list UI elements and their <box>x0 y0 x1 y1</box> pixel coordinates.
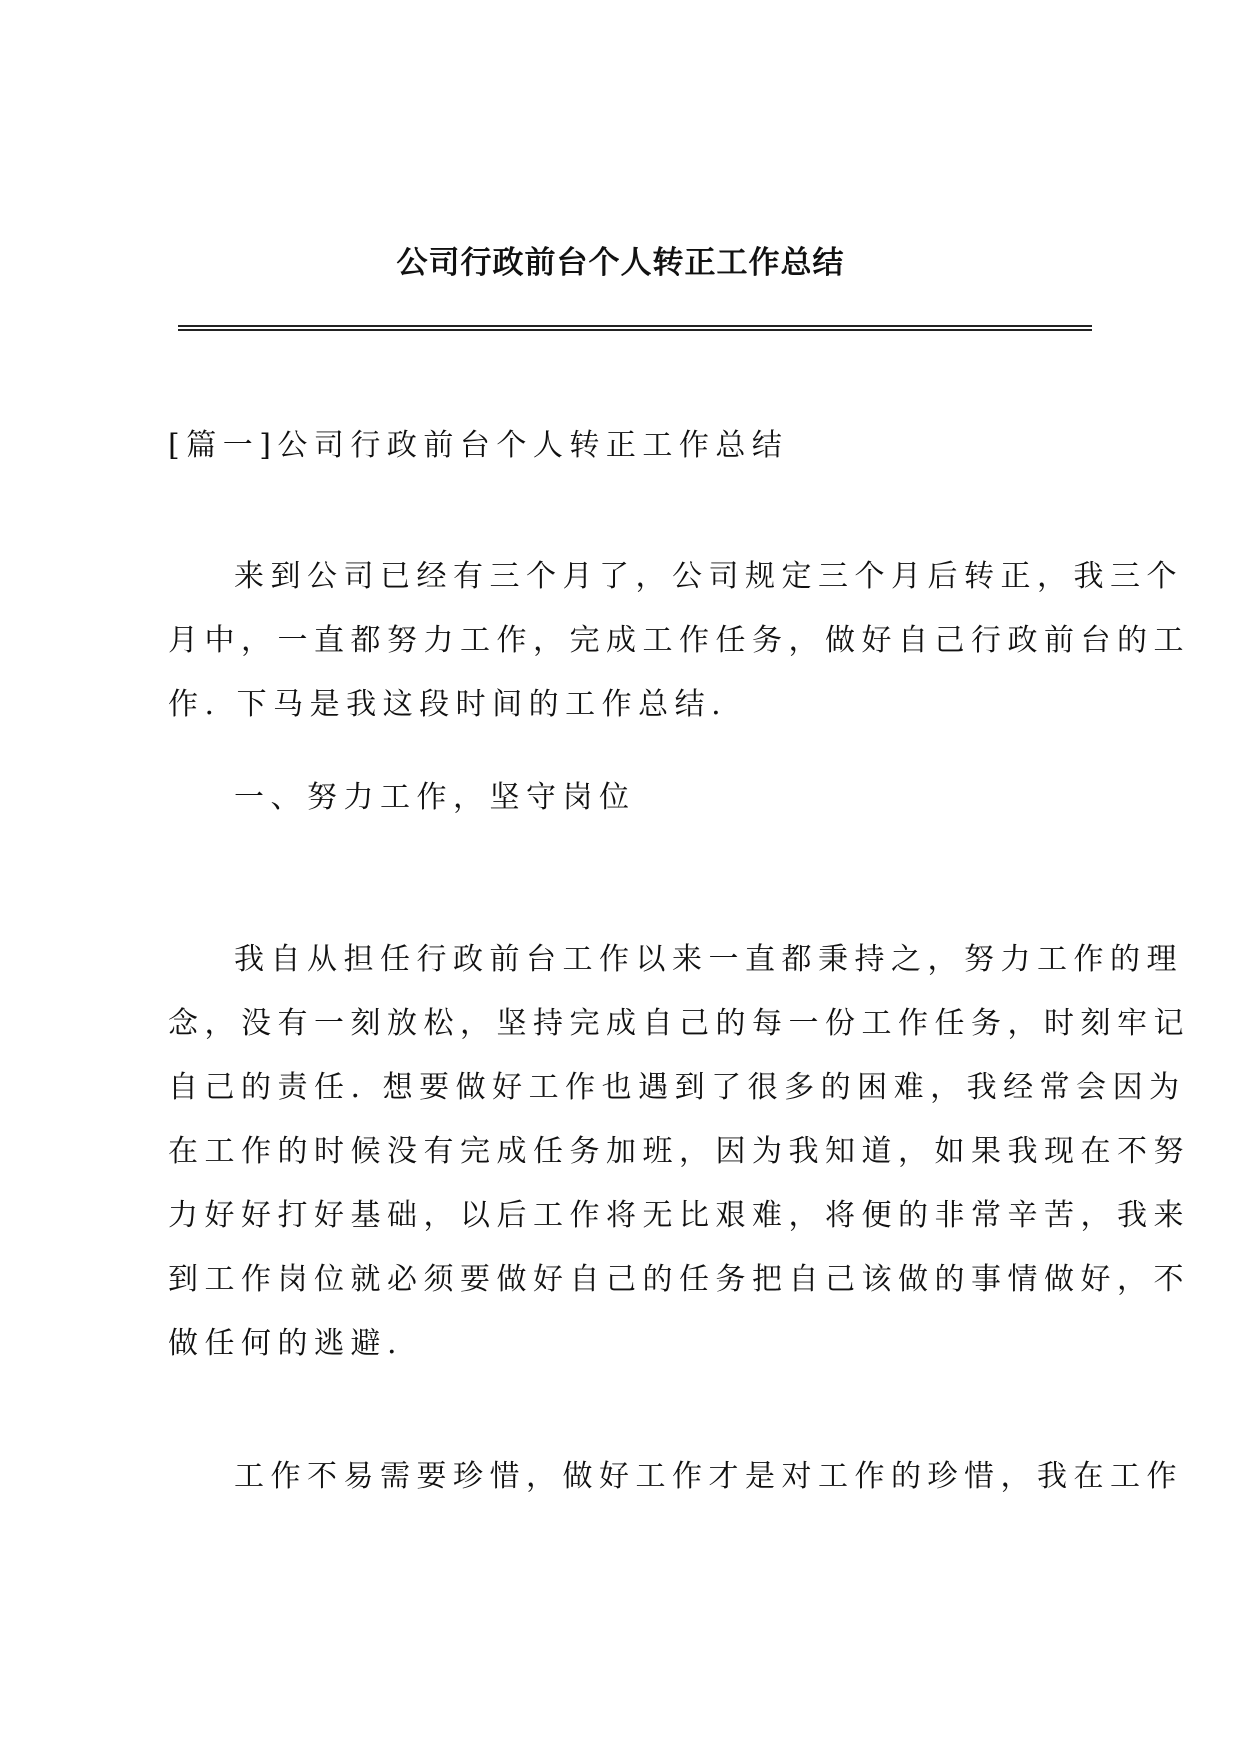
paragraph-line: 到工作岗位就必须要做好自己的任务把自己该做的事情做好，不 <box>168 1262 1190 1297</box>
paragraph-line: 自己的责任. 想要做好工作也遇到了很多的困难，我经常会因为 <box>168 1070 1186 1105</box>
paragraph-line: 力好好打好基础，以后工作将无比艰难，将便的非常辛苦，我来 <box>168 1198 1190 1233</box>
paragraph-line: 在工作的时候没有完成任务加班，因为我知道，如果我现在不努 <box>168 1134 1190 1169</box>
subheading-block <box>168 766 1098 830</box>
paragraph-2 <box>168 1445 1183 1509</box>
paragraph-line: 来到公司已经有三个月了，公司规定三个月后转正，我三个 <box>234 559 1183 594</box>
intro-paragraph <box>168 545 1190 737</box>
page-title: 公司行政前台个人转正工作总结 <box>396 245 845 281</box>
paragraph-line: 工作不易需要珍惜，做好工作才是对工作的珍惜，我在工作 <box>234 1459 1183 1494</box>
title-double-rule <box>178 325 1092 331</box>
subheading: 一、努力工作，坚守岗位 <box>234 780 636 815</box>
paragraph-line: 我自从担任行政前台工作以来一直都秉持之，努力工作的理 <box>234 942 1183 977</box>
paragraph-line: 做任何的逃避. <box>168 1326 404 1361</box>
paragraph-line: 月中，一直都努力工作，完成工作任务，做好自己行政前台的工 <box>168 623 1190 658</box>
paragraph-1 <box>168 928 1190 1376</box>
paragraph-line: 念，没有一刻放松，坚持完成自己的每一份工作任务，时刻牢记 <box>168 1006 1190 1041</box>
paragraph-line: 作. 下马是我这段时间的工作总结. <box>168 687 728 722</box>
section-heading-block <box>168 414 1098 478</box>
section-heading: [篇一]公司行政前台个人转正工作总结 <box>168 428 789 463</box>
